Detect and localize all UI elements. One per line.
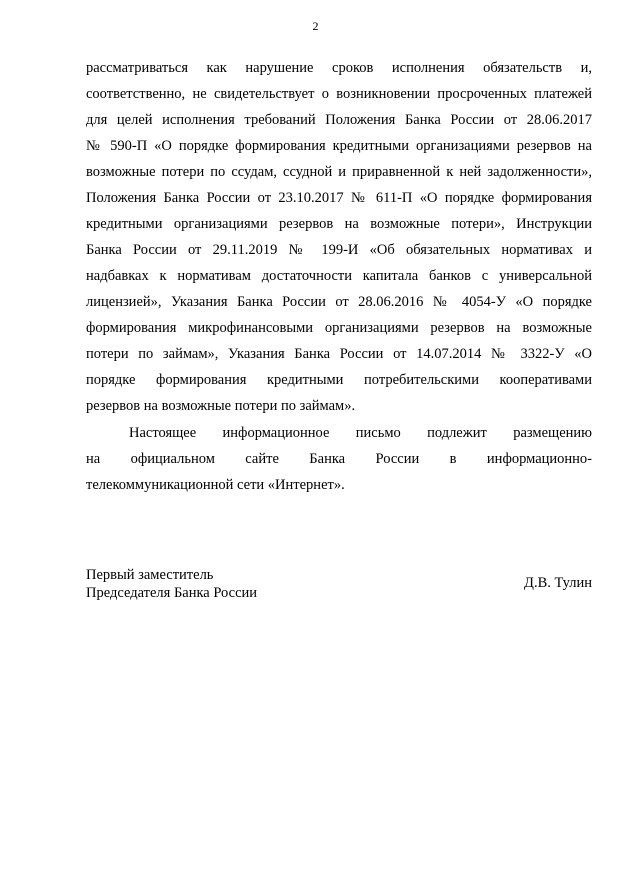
text-line: лицензией», Указания Банка России от 28.06.2016 № 4054-У «О порядке bbox=[86, 294, 592, 310]
text-line: Настоящее информационное письмо подлежит размещению bbox=[129, 425, 592, 441]
text-line: для целей исполнения требований Положения Банка России от 28.06.2017 bbox=[86, 112, 592, 128]
text-line: формирования микрофинансовыми организациями резервов на возможные bbox=[86, 320, 592, 336]
text-line: соответственно, не свидетельствует о возникновении просроченных платежей bbox=[86, 86, 592, 102]
text-line: кредитными организациями резервов на возможные потери», Инструкции bbox=[86, 216, 592, 232]
text-line: рассматриваться как нарушение сроков исполнения обязательств и, bbox=[86, 60, 592, 76]
signatory-name: Д.В. Тулин bbox=[524, 575, 592, 591]
text-line: № 590-П «О порядке формирования кредитными организациями резервов на bbox=[86, 138, 592, 154]
text-line: телекоммуникационной сети «Интернет». bbox=[86, 477, 345, 493]
text-line: резервов на возможные потери по займам». bbox=[86, 398, 356, 414]
page-number: 2 bbox=[312, 19, 319, 33]
text-line: порядке формирования кредитными потребительскими кооперативами bbox=[86, 372, 592, 388]
text-line: Положения Банка России от 23.10.2017 № 611-П «О порядке формирования bbox=[86, 190, 592, 206]
text-line: на официальном сайте Банка России в информационно- bbox=[86, 451, 592, 467]
text-line: Банка России от 29.11.2019 № 199-И «Об обязательных нормативах и bbox=[86, 242, 592, 258]
signatory-title-line-1: Первый заместитель bbox=[86, 567, 214, 583]
text-line: надбавках к нормативам достаточности капитала банков с универсальной bbox=[86, 268, 592, 284]
signatory-title-line-2: Председателя Банка России bbox=[86, 585, 258, 601]
text-line: возможные потери по ссудам, ссудной и приравненной к ней задолженности», bbox=[86, 164, 592, 180]
text-line: потери по займам», Указания Банка России от 14.07.2014 № 3322-У «О bbox=[86, 346, 592, 362]
